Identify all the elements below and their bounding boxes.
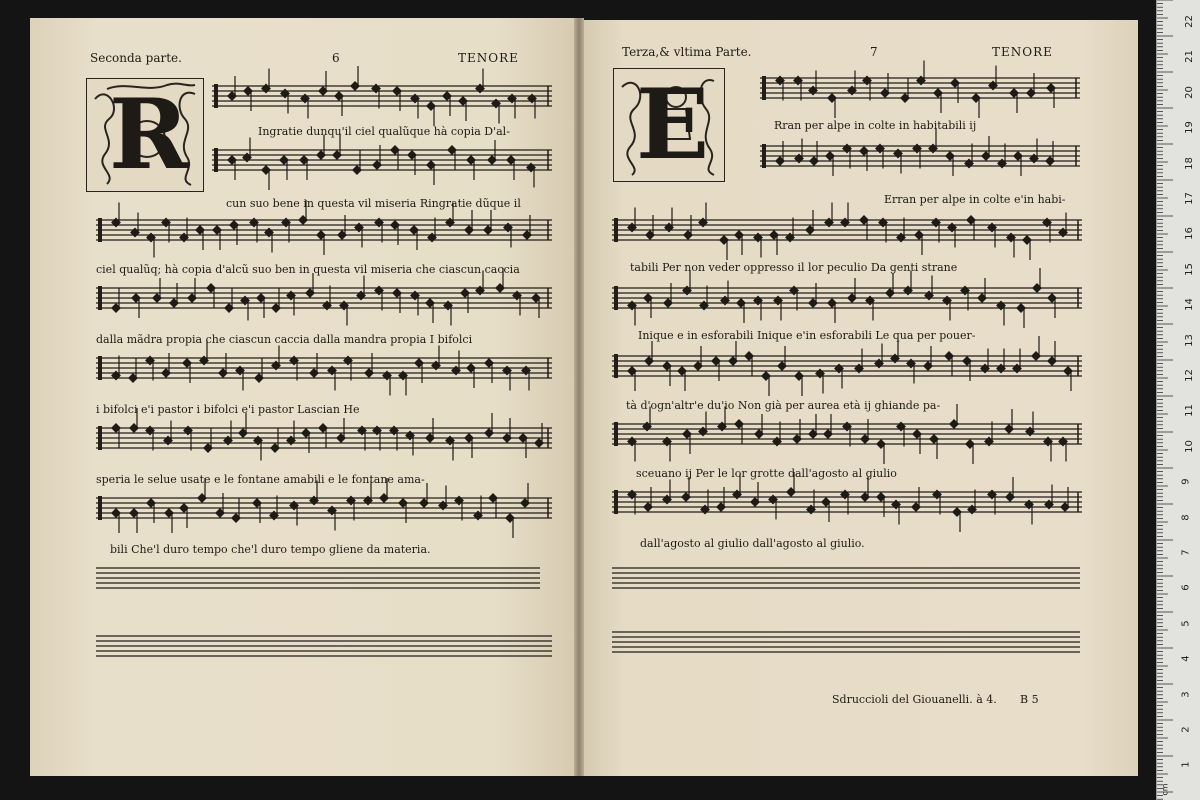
ruler-number: 1 — [1180, 761, 1192, 769]
ruler-number: 6 — [1180, 584, 1192, 592]
clef-icon — [98, 496, 102, 520]
clef-icon — [762, 144, 766, 168]
left-lyric-line: bili Che'l duro tempo che'l duro tempo gliene da materia. — [110, 543, 431, 556]
right-page-number: 7 — [870, 45, 878, 59]
ruler-unit-label: cm — [1160, 783, 1170, 796]
left-page-number: 6 — [332, 51, 340, 65]
ruler-number: 8 — [1180, 513, 1192, 521]
clef-icon — [214, 148, 218, 172]
right-voice-label: TENORE — [992, 45, 1053, 59]
ruler-number: 11 — [1183, 404, 1195, 418]
right-lyric-line: tabili Per non veder oppresso il lor peculio Da genti strane — [630, 261, 958, 274]
ruler-number: 5 — [1180, 620, 1192, 627]
left-lyric-line: dalla mãdra propia che ciascun caccia dalla mandra propia I bifolci — [96, 333, 473, 346]
right-lyric-line: dall'agosto al giulio dall'agosto al giulio. — [640, 537, 865, 550]
ruler-number: 7 — [1180, 549, 1192, 556]
clef-icon — [614, 218, 618, 242]
left-lyric-line: Ingratie dunqu'il ciel qualũque hà copia D'al- — [258, 125, 510, 138]
clef-icon — [614, 422, 618, 446]
right-lyric-line: Inique e in esforabili Inique e'in esforabili Le qua per pouer- — [638, 329, 976, 342]
ruler-number: 17 — [1183, 192, 1195, 205]
clef-icon — [98, 426, 102, 450]
clef-icon — [98, 218, 102, 242]
clef-icon — [614, 490, 618, 514]
ruler-number: 12 — [1183, 369, 1195, 382]
right-lyric-line: sceuano ij Per le lor grotte dall'agosto al giulio — [636, 467, 897, 480]
ruler-number: 20 — [1183, 85, 1195, 99]
clef-icon — [98, 286, 102, 310]
right-lyric-line: Erran per alpe in colte e'in habi- — [884, 193, 1066, 206]
left-lyric-line: cun suo bene in questa vil miseria Ringratie dũque il — [226, 197, 521, 210]
left-lyric-line: ciel qualũq; hà copia d'alcũ suo ben in questa vil miseria che ciascun caccia — [96, 263, 520, 276]
ruler-number: 15 — [1183, 262, 1195, 276]
left-lyric-line: i bifolci e'i pastor i bifolci e'i pastor Lascian He — [96, 403, 360, 416]
clef-icon — [614, 354, 618, 378]
ruler-number: 14 — [1183, 298, 1195, 312]
clef-icon — [214, 84, 218, 108]
ruler-ticks — [1157, 0, 1200, 800]
left-voice-label: TENORE — [458, 51, 519, 65]
right-footer-title: Sdruccioli del Giouanelli. à 4. — [832, 693, 997, 706]
clef-icon — [614, 286, 618, 310]
ruler-number: 19 — [1183, 121, 1195, 135]
ruler-number: 9 — [1180, 478, 1192, 485]
ruler-number: 13 — [1183, 333, 1195, 347]
left-part-label: Seconda parte. — [90, 51, 182, 65]
ruler-number: 21 — [1183, 50, 1195, 64]
measuring-ruler — [1156, 0, 1200, 800]
ruler-number: 16 — [1183, 227, 1195, 241]
left-lyric-line: speria le selue usate e le fontane amabili e le fontane ama- — [96, 473, 425, 486]
clef-icon — [762, 76, 766, 100]
ruler-number: 18 — [1183, 156, 1195, 170]
ruler-number: 3 — [1180, 690, 1192, 698]
clef-icon — [98, 356, 102, 380]
right-lyric-line: Rran per alpe in colte in habitabili ij — [774, 119, 977, 132]
right-part-label: Terza,& vltima Parte. — [622, 45, 752, 59]
ruler-number: 2 — [1180, 726, 1192, 733]
initial-letter-r: R — [109, 78, 189, 191]
right-signature-mark: B 5 — [1020, 693, 1039, 706]
ruler-number: 22 — [1183, 15, 1195, 28]
initial-letter-e: E — [636, 68, 710, 181]
ruler-number: 10 — [1183, 439, 1195, 453]
ruler-number: 4 — [1180, 655, 1192, 662]
right-lyric-line: tà d'ogn'altr'e du'io Non già per aurea età ij ghiande pa- — [626, 399, 941, 412]
